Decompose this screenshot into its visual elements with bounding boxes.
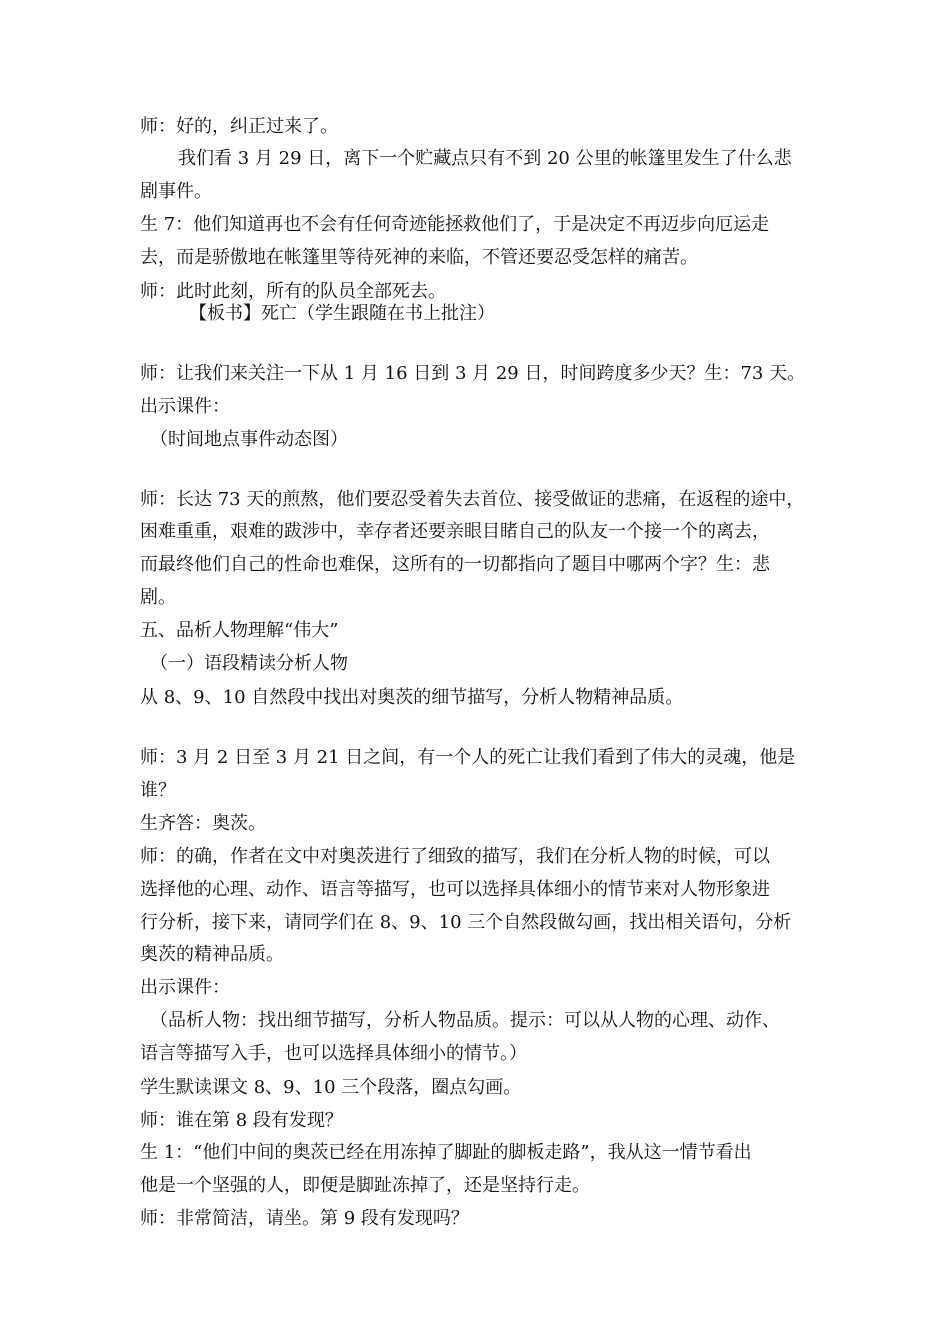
text-line: 他是一个坚强的人，即便是脚趾冻掉了，还是坚持行走。 [140, 1175, 590, 1196]
text-line: 出示课件： [140, 396, 230, 417]
blackboard-note: 【板书】死亡（学生跟随在书上批注） [189, 303, 495, 324]
text-line: 行分析，接下来，请同学们在 8、9、10 三个自然段做勾画，找出相关语句，分析 [140, 912, 792, 933]
text-line: 师：3 月 2 日至 3 月 21 日之间，有一个人的死亡让我们看到了伟大的灵魂，他是 [140, 747, 796, 768]
text-line: 而最终他们自己的性命也难保，这所有的一切都指向了题目中哪两个字？生：悲 [140, 554, 770, 575]
text-line: 师：的确，作者在文中对奥茨进行了细致的描写，我们在分析人物的时候，可以 [140, 846, 770, 867]
text-line: 困难重重，艰难的跋涉中，幸存者还要亲眼目睹自己的队友一个接一个的离去， [140, 521, 770, 542]
text-line: 生齐答：奥茨。 [140, 813, 266, 834]
text-line: 谁？ [140, 780, 176, 801]
text-line: 学生默读课文 8、9、10 三个段落，圈点勾画。 [140, 1077, 522, 1098]
courseware-note: （品析人物：找出细节描写，分析人物品质。提示：可以从人物的心理、动作、 [150, 1010, 780, 1031]
text-line: 师：让我们来关注一下从 1 月 16 日到 3 月 29 日，时间跨度多少天？生：73 天。 [140, 363, 806, 384]
courseware-note: （时间地点事件动态图） [150, 429, 348, 450]
text-line: 剧事件。 [140, 181, 212, 202]
text-line: 剧。 [140, 587, 176, 608]
text-line: 出示课件： [140, 977, 230, 998]
text-line: 师：此时此刻，所有的队员全部死去。 [140, 281, 446, 302]
text-line: 奥茨的精神品质。 [140, 944, 284, 965]
text-line: 生 7：他们知道再也不会有任何奇迹能拯救他们了，于是决定不再迈步向厄运走 [140, 214, 770, 235]
text-line: 我们看 3 月 29 日，离下一个贮藏点只有不到 20 公里的帐篷里发生了什么悲 [178, 148, 792, 169]
section-heading: 五、品析人物理解“伟大” [140, 620, 339, 641]
text-line: 从 8、9、10 自然段中找出对奥茨的细节描写，分析人物精神品质。 [140, 687, 684, 708]
subsection-heading: （一）语段精读分析人物 [150, 653, 348, 674]
text-line: 师：长达 73 天的煎熬，他们要忍受着失去首位、接受做证的悲痛，在返程的途中， [140, 489, 805, 510]
text-line: 选择他的心理、动作、语言等描写，也可以选择具体细小的情节来对人物形象进 [140, 879, 770, 900]
text-line: 去，而是骄傲地在帐篷里等待死神的来临，不管还要忍受怎样的痛苦。 [140, 247, 698, 268]
text-line: 师：好的，纠正过来了。 [140, 116, 338, 137]
text-line: 师：非常简洁，请坐。第 9 段有发现吗？ [140, 1208, 469, 1229]
text-line: 师：谁在第 8 段有发现？ [140, 1110, 343, 1131]
text-line: 生 1：“他们中间的奥茨已经在用冻掉了脚趾的脚板走路”，我从这一情节看出 [140, 1142, 752, 1163]
text-line: 语言等描写入手，也可以选择具体细小的情节。） [140, 1043, 527, 1064]
